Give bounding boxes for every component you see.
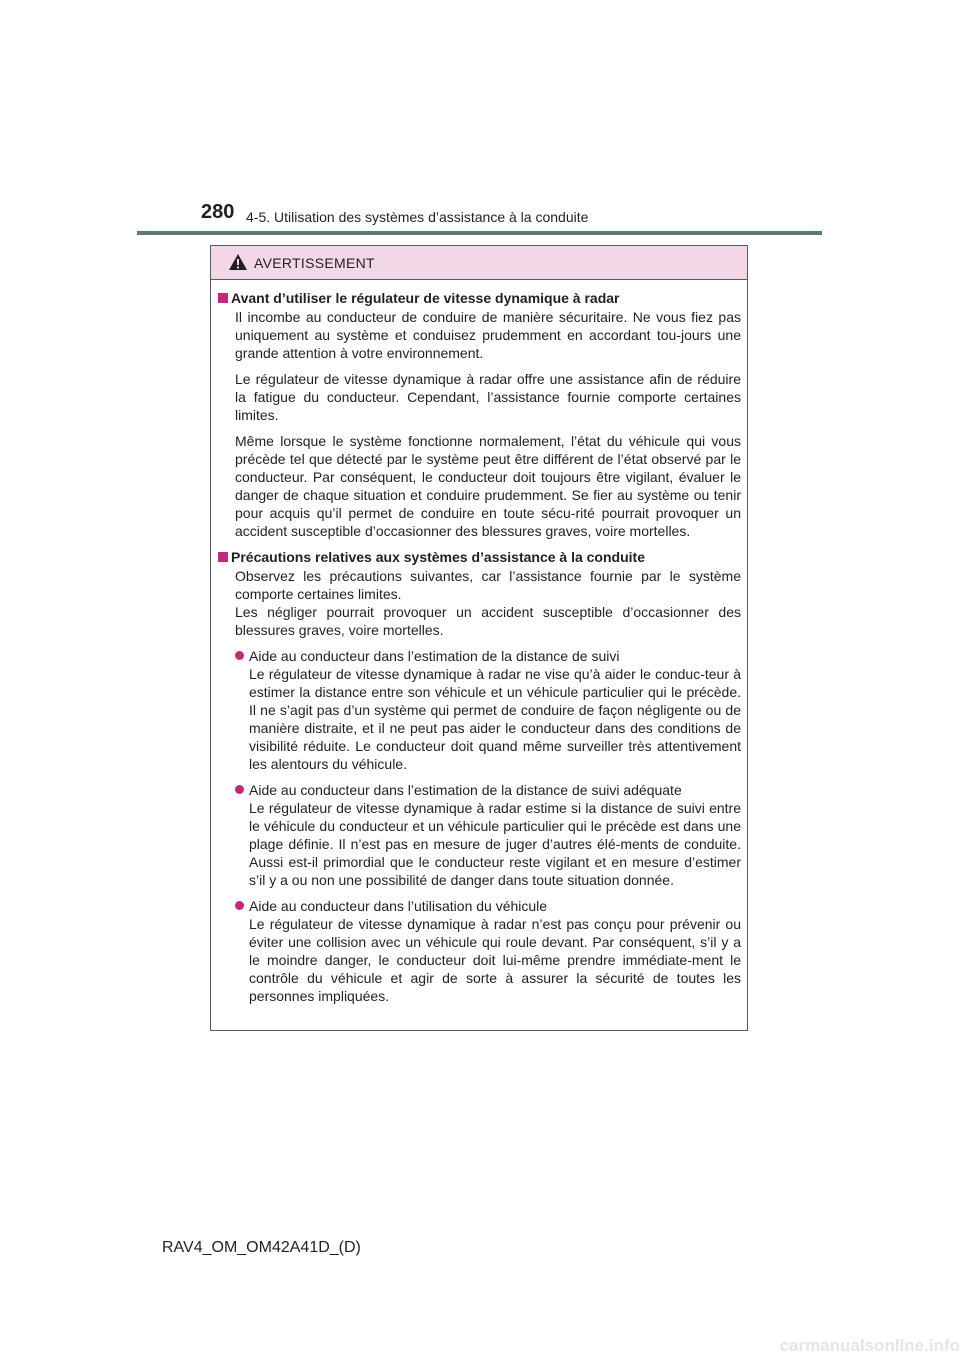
section-heading bbox=[217, 548, 741, 566]
round-bullet-icon bbox=[235, 651, 244, 660]
paragraph: Observez les précautions suivantes, car l’assistance fournie par le système comporte certaines limites. bbox=[235, 568, 741, 602]
paragraph: Il incombe au conducteur de conduire de manière sécuritaire. Ne vous fiez pas uniquement au système et conduisez prudemment en accordant tou-jours une grande attention à votre environnement. bbox=[235, 309, 741, 361]
square-bullet-icon bbox=[218, 293, 228, 303]
bullet-title: Aide au conducteur dans l’estimation de la distance de suivi adéquate bbox=[249, 782, 682, 798]
heading-text: Précautions relatives aux systèmes d’assistance à la conduite bbox=[231, 549, 645, 565]
warning-body bbox=[211, 280, 747, 1005]
paragraph: Même lorsque le système fonctionne normalement, l’état du véhicule qui vous précède tel que détecté par le système peut être différent de l’état observé par le conducteur. Par conséquent, le conducteur doit toujours être vigilant, évaluer le danger de chaque situation et conduire prudemment. Se fier au système ou tenir pour acquis qu’il permet de conduire en toute sécu-rité pourrait provoquer un accident susceptible d’occasionner des blessures graves, voire mortelles. bbox=[235, 433, 741, 539]
bullet-item bbox=[235, 781, 741, 889]
paragraph: Le régulateur de vitesse dynamique à radar offre une assistance afin de réduire la fatigue du conducteur. Cependant, l’assistance fournie comporte certaines limites. bbox=[235, 371, 741, 423]
warning-triangle-icon bbox=[228, 253, 248, 271]
page-number: 280 bbox=[201, 201, 235, 223]
square-bullet-icon bbox=[218, 552, 228, 562]
warning-box bbox=[210, 245, 748, 1031]
bullet-text: Le régulateur de vitesse dynamique à radar n’est pas conçu pour prévenir ou éviter une collision avec un véhicule qui roule devant. Par conséquent, s’il y a le moindre danger, le conducteur doit lui-même prendre immédiate-ment le contrôle du véhicule et agir de sorte à assurer la sécurité de toutes les personnes impliquées. bbox=[249, 916, 741, 1004]
bullet-item bbox=[235, 647, 741, 773]
watermark: carmanualsonline.info bbox=[779, 1336, 960, 1355]
document-id: RAV4_OM_OM42A41D_(D) bbox=[162, 1239, 361, 1256]
bullet-title: Aide au conducteur dans l’estimation de la distance de suivi bbox=[249, 648, 620, 664]
header-rule bbox=[137, 231, 822, 235]
paragraph: Les négliger pourrait provoquer un accident susceptible d’occasionner des blessures graves, voire mortelles. bbox=[235, 604, 741, 638]
round-bullet-icon bbox=[235, 901, 244, 910]
heading-text: Avant d’utiliser le régulateur de vitesse dynamique à radar bbox=[231, 290, 620, 306]
warning-title: AVERTISSEMENT bbox=[254, 255, 375, 271]
warning-header bbox=[211, 246, 747, 280]
bullet-text: Le régulateur de vitesse dynamique à radar ne vise qu’à aider le conduc-teur à estimer la distance entre son véhicule et un véhicule particulier qui le précède. Il ne s’agit pas d’un système qui permet de conduire de façon négligente ou de manière distraite, et il ne peut pas aider le conducteur dans des conditions de visibilité réduite. Le conducteur doit quand même surveiller très attentivement les alentours du véhicule. bbox=[249, 666, 741, 772]
bullet-item bbox=[235, 897, 741, 1005]
round-bullet-icon bbox=[235, 785, 244, 794]
bullet-title: Aide au conducteur dans l’utilisation du véhicule bbox=[249, 898, 548, 914]
section-title: 4-5. Utilisation des systèmes d’assistance à la conduite bbox=[246, 209, 589, 225]
bullet-text: Le régulateur de vitesse dynamique à radar estime si la distance de suivi entre le véhicule du conducteur et un véhicule particulier qui le précède est dans une plage définie. Il n’est pas en mesure de juger d’autres élé-ments de conduite. Aussi est-il primordial que le conducteur reste vigilant et en mesure d’estimer s’il y a ou non une possibilité de danger dans toute situation donnée. bbox=[249, 800, 741, 888]
section-heading bbox=[217, 289, 741, 307]
